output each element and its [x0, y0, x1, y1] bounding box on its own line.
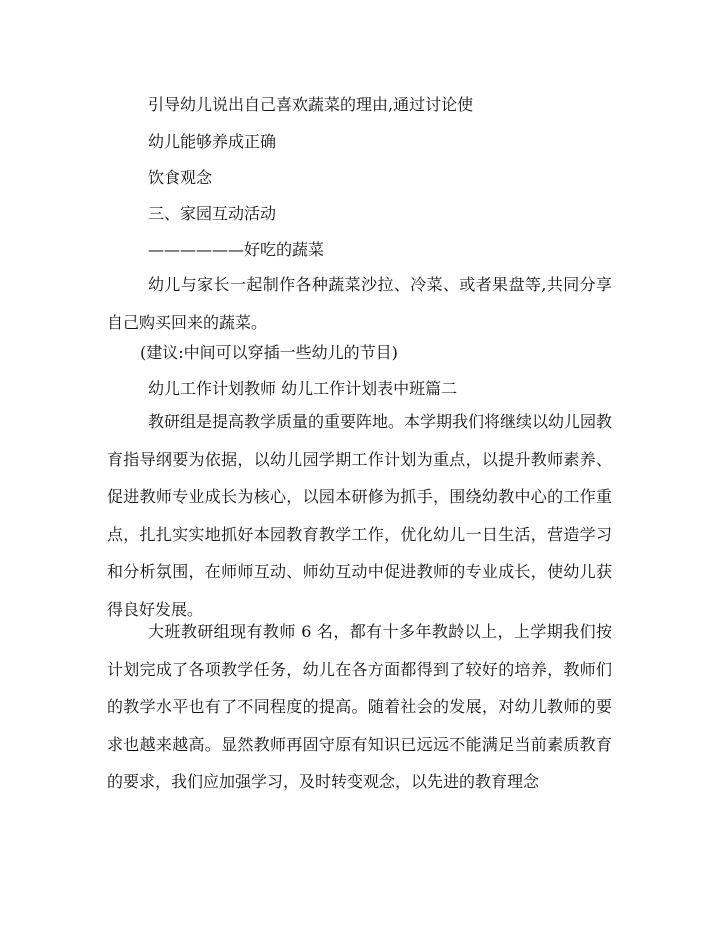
text-line-3: 饮食观念 [148, 168, 213, 187]
paragraph-share: 幼儿与家长一起制作各种蔬菜沙拉、冷菜、或者果盘等,共同分享自己购买回来的蔬菜。 [107, 275, 612, 332]
activity-title: ——————好吃的蔬菜 [148, 240, 325, 259]
section-heading-3: 三、家园互动活动 [148, 204, 277, 223]
paragraph-1: 教研组是提高教学质量的重要阵地。本学期我们将继续以幼儿园教育指导纲要为依据，以幼儿园学期工作计划为重点，以提升教师素养、促进教师专业成长为核心，以园本研修为抓手，围绕幼教中心的工作重点，扎扎实实地抓好本园教育教学工作，优化幼儿一日生活，营造学习和分析氛围，在师师互动、师幼互动中促进教师的专业成长，使幼儿获得良好发展。 [107, 412, 613, 619]
paragraph-2: 大班教研组现有教师 6 名，都有十多年教龄以上，上学期我们按计划完成了各项教学任务，幼儿在各方面都得到了较好的培养，教师们的教学水平也有了不同程度的提高。随着社会的发展，对幼儿教师的要求也越来越高。显然教师再固守原有知识已远远不能满足当前素质教育的要求，我们应加强学习，及时转变观念，以先进的教育理念 [107, 622, 612, 792]
text-line-2: 幼儿能够养成正确 [148, 132, 277, 151]
suggestion-note: (建议:中间可以穿插一些幼儿的节目) [140, 343, 398, 362]
section-heading-2: 幼儿工作计划教师 幼儿工作计划表中班篇二 [148, 379, 458, 398]
text-line-1: 引导幼儿说出自己喜欢蔬菜的理由,通过讨论使 [148, 95, 474, 114]
